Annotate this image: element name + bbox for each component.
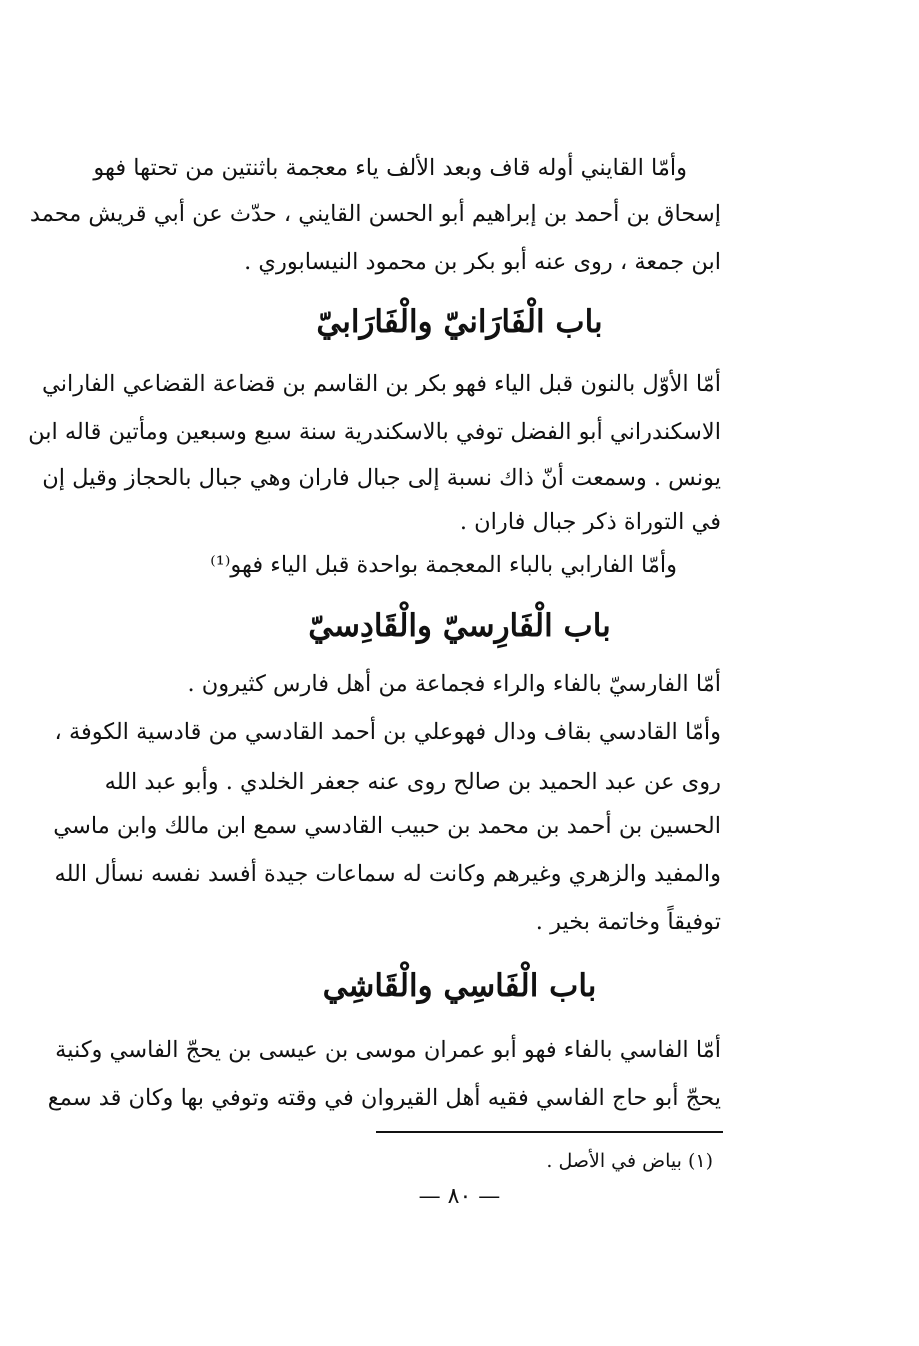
text-line: الاسكندراني أبو الفضل توفي بالاسكندرية سنة سبع وسبعين ومأتين قاله ابن (28, 419, 721, 445)
section-heading: باب الْفَارَانيّ والْفَارَابيّ (316, 304, 603, 340)
text-line: الحسين بن أحمد بن محمد بن حبيب القادسي سمع ابن مالك وابن ماسي (53, 813, 721, 839)
footnote-divider (376, 1131, 723, 1133)
text-line: أمّا الأوّل بالنون قبل الياء فهو بكر بن القاسم بن قضاعة القضاعي الفاراني (41, 371, 721, 397)
text-line: إسحاق بن أحمد بن إبراهيم أبو الحسن القايني ، حدّث عن أبي قريش محمد (29, 201, 721, 227)
text-line: وأمّا القادسي بقاف ودال فهوعلي بن أحمد القادسي من قادسية الكوفة ، (54, 719, 721, 745)
text-line: روى عن عبد الحميد بن صالح روى عنه جعفر الخلدي . وأبو عبد الله (104, 769, 721, 795)
text-line: وأمّا الفارابي بالباء المعجمة بواحدة قبل الياء فهو⁽¹⁾ (210, 552, 677, 578)
text-line: والمفيد والزهري وغيرهم وكانت له سماعات جيدة أفسد نفسه نسأل الله (54, 861, 721, 887)
footnote: (١) بياض في الأصل . (546, 1150, 713, 1172)
text-line: وأمّا القايني أوله قاف وبعد الألف ياء معجمة باثنتين من تحتها فهو (93, 155, 687, 181)
text-line: أمّا الفاسي بالفاء فهو أبو عمران موسى بن عيسى بن يحجّ الفاسي وكنية (55, 1037, 721, 1063)
text-line: أمّا الفارسيّ بالفاء والراء فجماعة من أهل فارس كثيرون . (187, 671, 721, 697)
text-line: في التوراة ذكر جبال فاران . (459, 509, 721, 535)
section-heading: باب الْفَارِسيّ والْقَادِسيّ (308, 608, 611, 644)
text-line: توفيقاً وخاتمة بخير . (535, 909, 721, 935)
text-line: ابن جمعة ، روى عنه أبو بكر بن محمود النيسابوري . (244, 249, 721, 275)
section-heading: باب الْفَاسِي والْقَاشِي (322, 968, 597, 1004)
text-line: يحجّ أبو حاج الفاسي فقيه أهل القيروان في وقته وتوفي بها وكان قد سمع (47, 1085, 721, 1111)
page-number: — ٨٠ — (418, 1184, 501, 1209)
text-line: يونس . وسمعت أنّ ذاك نسبة إلى جبال فاران وهي جبال بالحجاز وقيل إن (42, 465, 721, 491)
